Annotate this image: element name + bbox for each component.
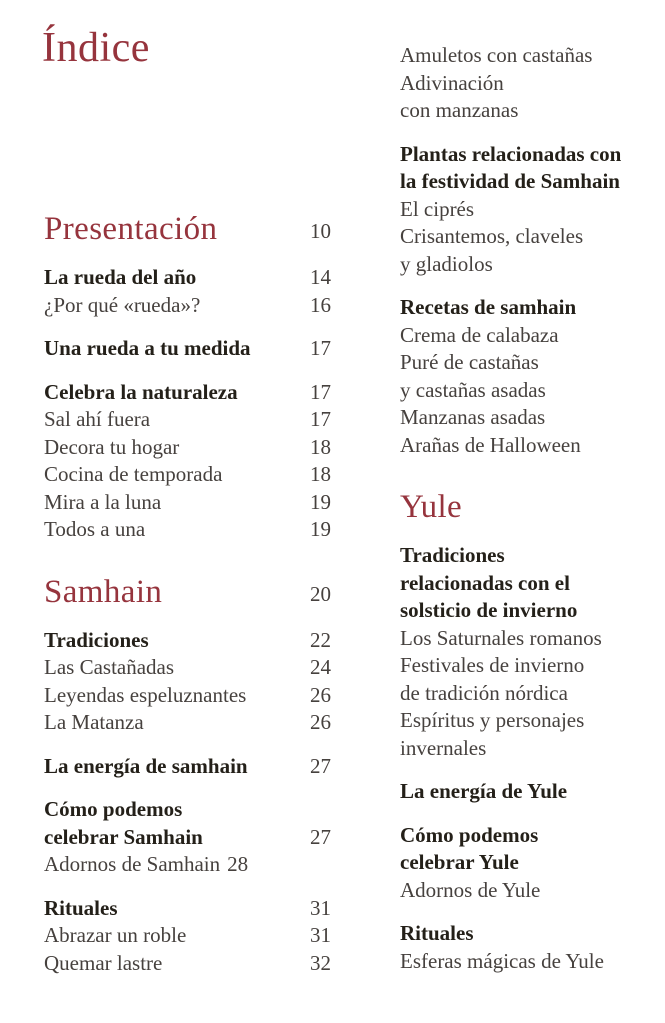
- toc-entry-invernales: [400, 735, 655, 763]
- toc-entry-label: Arañas de Halloween: [400, 432, 581, 457]
- toc-entry-label: Crema de calabaza: [400, 322, 559, 347]
- toc-entry-con-manzanas: [400, 97, 655, 125]
- section-heading-label: Samhain: [44, 573, 163, 610]
- toc-entry-label: Cómo podemos: [44, 797, 183, 821]
- toc-entry-page-number: 22: [310, 627, 331, 652]
- toc-entry-page-number: 24: [310, 655, 331, 679]
- toc-entry-label: la festividad de Samhain: [400, 169, 620, 193]
- toc-entry-page-number: 16: [310, 292, 331, 317]
- toc-entry-label: Tradiciones: [44, 627, 149, 652]
- toc-entry-label: solsticio de invierno: [400, 598, 578, 622]
- toc-entry-label: La energía de samhain: [44, 753, 248, 778]
- toc-entry-label: Una rueda a tu medida: [44, 336, 251, 360]
- toc-entry-decora-tu-hogar: [44, 434, 380, 462]
- toc-entry-page-number: 17: [310, 407, 331, 431]
- toc-entry-label: celebrar Yule: [400, 850, 519, 874]
- toc-entry-group: [400, 778, 655, 806]
- toc-entry-page-number: 17: [310, 379, 331, 404]
- toc-entry-page-number: 31: [310, 895, 331, 920]
- toc-entry-label: Esferas mágicas de Yule: [400, 948, 604, 973]
- toc-entry-recetas-de-samhain: [400, 294, 655, 322]
- toc-entry-label: Cómo podemos: [400, 822, 539, 847]
- toc-entry-amuletos-con-castanas: [400, 42, 655, 70]
- toc-entry-aranas-de-halloween: [400, 432, 655, 460]
- toc-entry-y-gladiolos: [400, 251, 655, 279]
- section-heading-label: Yule: [400, 489, 463, 525]
- toc-entry-label: Los Saturnales romanos: [400, 625, 602, 650]
- page-title: Índice: [42, 25, 150, 71]
- toc-entry-label: Rituales: [44, 895, 118, 920]
- toc-entry-group: [400, 542, 655, 762]
- toc-entry-crisantemos-claveles: [400, 223, 655, 251]
- toc-entry-label: Manzanas asadas: [400, 405, 546, 429]
- toc-entry-page-number: 19: [310, 489, 331, 514]
- toc-entry-la-energia-de-samhain: [44, 753, 380, 781]
- toc-entry-las-castanadas: [44, 654, 380, 682]
- toc-entry-label: Adornos de Samhain: [44, 852, 221, 876]
- toc-entry-label: Rituales: [400, 921, 474, 945]
- toc-entry-group: [44, 895, 380, 978]
- section-heading-page-number: 20: [310, 581, 331, 606]
- toc-entry-page-number: 18: [310, 434, 331, 459]
- toc-entry-quemar-lastre: [44, 950, 380, 978]
- toc-entry-celebra-la-naturaleza: [44, 379, 380, 407]
- toc-entry-por-que-rueda: [44, 292, 380, 320]
- toc-entry-label: celebrar Samhain: [44, 824, 203, 849]
- toc-entry-rituales: [400, 920, 655, 948]
- toc-entry-label: La rueda del año: [44, 265, 197, 289]
- toc-entry-solsticio-de-invierno: [400, 597, 655, 625]
- toc-entry-abrazar-un-roble: [44, 922, 380, 950]
- toc-entry-label: Amuletos con castañas: [400, 43, 593, 67]
- toc-entry-group: [44, 264, 380, 319]
- toc-entry-la-festividad-de-samhain: [400, 168, 655, 196]
- toc-entry-la-matanza: [44, 709, 380, 737]
- toc-entry-label: Sal ahí fuera: [44, 407, 151, 431]
- toc-entry-group: [44, 379, 380, 544]
- toc-entry-celebrar-samhain: [44, 824, 380, 852]
- toc-entry-page-number: 32: [310, 950, 331, 975]
- toc-entry-label: y castañas asadas: [400, 377, 546, 402]
- toc-entry-page-number: 26: [310, 710, 331, 734]
- toc-entry-group: [400, 141, 655, 279]
- toc-entry-page-number: 28: [227, 852, 249, 876]
- section-heading-presentacion: [44, 203, 380, 255]
- toc-entry-label: ¿Por qué «rueda»?: [44, 292, 201, 317]
- toc-entry-y-castanas-asadas: [400, 377, 655, 405]
- toc-entry-group: [44, 627, 380, 737]
- toc-entry-label: relacionadas con el: [400, 570, 570, 595]
- toc-entry-label: Plantas relacionadas con: [400, 141, 622, 166]
- toc-entry-manzanas-asadas: [400, 404, 655, 432]
- toc-entry-los-saturnales-romanos: [400, 625, 655, 653]
- toc-entry-label: Adivinación: [400, 70, 504, 95]
- toc-entry-adornos-de-samhain: [44, 851, 380, 879]
- toc-entry-page-number: 14: [310, 265, 331, 289]
- toc-entry-esferas-magicas-de-yule: [400, 948, 655, 976]
- toc-entry-todos-a-una: [44, 516, 380, 544]
- toc-entry-page-number: 27: [310, 753, 331, 778]
- toc-entry-label: de tradición nórdica: [400, 680, 568, 705]
- toc-entry-el-cipres: [400, 196, 655, 224]
- toc-entry-tradiciones: [400, 542, 655, 570]
- toc-entry-rituales: [44, 895, 380, 923]
- toc-left-column: [44, 0, 380, 977]
- toc-entry-label: Espíritus y personajes: [400, 708, 585, 732]
- toc-entry-group: [400, 42, 655, 125]
- toc-entry-label: La energía de Yule: [400, 779, 568, 803]
- toc-entry-sal-ahi-fuera: [44, 406, 380, 434]
- toc-entry-group: [44, 753, 380, 781]
- toc-entry-label: Festivales de invierno: [400, 653, 585, 677]
- toc-entry-plantas-relacionadas-con: [400, 141, 655, 169]
- toc-entry-group: [400, 294, 655, 459]
- toc-entry-label: Leyendas espeluznantes: [44, 682, 247, 707]
- toc-entry-label: invernales: [400, 735, 487, 760]
- toc-entry-page-number: 17: [310, 336, 331, 360]
- toc-entry-page-number: 26: [310, 682, 331, 707]
- toc-entry-label: y gladiolos: [400, 251, 493, 276]
- toc-entry-group: [400, 822, 655, 905]
- toc-entry-group: [44, 335, 380, 363]
- toc-entry-label: Recetas de samhain: [400, 295, 577, 319]
- toc-entry-mira-a-la-luna: [44, 489, 380, 517]
- toc-entry-tradiciones: [44, 627, 380, 655]
- toc-entry-de-tradicion-nordica: [400, 680, 655, 708]
- toc-entry-label: Tradiciones: [400, 543, 505, 567]
- toc-entry-label: Todos a una: [44, 517, 146, 541]
- toc-right-column: [400, 0, 655, 975]
- toc-entry-label: El ciprés: [400, 196, 475, 221]
- toc-entry-leyendas-espeluznantes: [44, 682, 380, 710]
- toc-entry-label: Decora tu hogar: [44, 434, 180, 459]
- section-heading-yule: [400, 481, 655, 533]
- toc-entry-label: con manzanas: [400, 98, 519, 122]
- toc-entry-relacionadas-con-el: [400, 570, 655, 598]
- toc-entry-label: Mira a la luna: [44, 489, 162, 514]
- toc-entry-label: Cocina de temporada: [44, 462, 223, 486]
- toc-entry-page-number: 31: [310, 923, 331, 947]
- section-heading-page-number: 10: [310, 219, 331, 243]
- toc-entry-la-rueda-del-ano: [44, 264, 380, 292]
- toc-entry-page-number: 27: [310, 824, 331, 849]
- toc-entry-celebrar-yule: [400, 849, 655, 877]
- toc-entry-festivales-de-invierno: [400, 652, 655, 680]
- toc-entry-label: Abrazar un roble: [44, 923, 187, 947]
- toc-entry-adornos-de-yule: [400, 877, 655, 905]
- toc-entry-group: [44, 796, 380, 879]
- toc-entry-como-podemos: [44, 796, 380, 824]
- toc-entry-adivinacion: [400, 70, 655, 98]
- toc-entry-pure-de-castanas: [400, 349, 655, 377]
- toc-entry-una-rueda-a-tu-medida: [44, 335, 380, 363]
- toc-entry-label: Puré de castañas: [400, 350, 539, 374]
- toc-entry-label: Las Castañadas: [44, 655, 175, 679]
- section-heading-samhain: [44, 566, 380, 618]
- section-heading-label: Presentación: [44, 211, 218, 247]
- toc-entry-como-podemos: [400, 822, 655, 850]
- toc-entry-page-number: 19: [310, 517, 331, 541]
- toc-entry-label: Quemar lastre: [44, 950, 163, 975]
- toc-entry-group: [400, 920, 655, 975]
- toc-entry-la-energia-de-yule: [400, 778, 655, 806]
- toc-entry-label: Celebra la naturaleza: [44, 379, 238, 404]
- toc-entry-crema-de-calabaza: [400, 322, 655, 350]
- toc-entry-espiritus-y-personajes: [400, 707, 655, 735]
- toc-entry-label: Adornos de Yule: [400, 877, 541, 902]
- toc-entry-label: La Matanza: [44, 710, 144, 734]
- toc-entry-cocina-de-temporada: [44, 461, 380, 489]
- toc-entry-page-number: 18: [310, 462, 331, 486]
- toc-entry-label: Crisantemos, claveles: [400, 224, 584, 248]
